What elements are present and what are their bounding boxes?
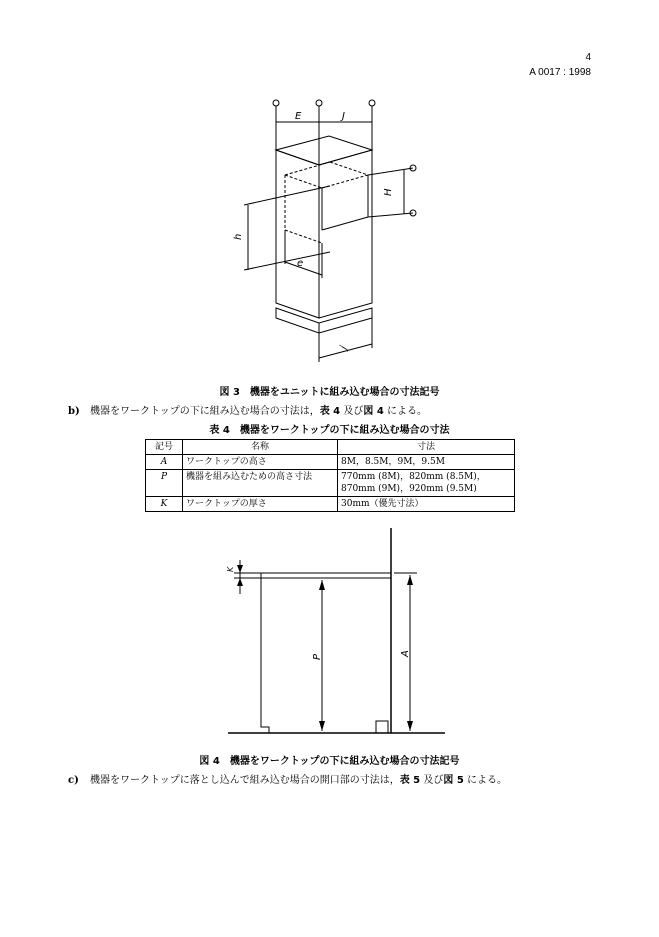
table-5-reference: 表 5 <box>399 775 421 786</box>
cell-dimension: 770mm (8M)，820mm (8.5M)，870mm (9M)，920mm (9.5M) <box>338 470 515 497</box>
cell-name: ワークトップの高さ <box>183 455 338 470</box>
paragraph-c-connector: 及び <box>420 775 444 786</box>
figure-4-reference: 図 4 <box>363 406 384 417</box>
table-4-title: 表 4 機器をワークトップの下に組み込む場合の寸法 <box>209 425 450 436</box>
dim-label-E: E <box>295 111 302 122</box>
dim-label-P: P <box>312 653 323 660</box>
header-dimension: 寸法 <box>338 440 515 455</box>
figure-3-caption: 図 3 機器をユニットに組み込む場合の寸法記号 <box>219 387 440 398</box>
paragraph-b-text: 機器をワークトップの下に組み込む場合の寸法は， <box>90 406 320 417</box>
cell-symbol: P <box>146 470 183 497</box>
dim-label-H: H <box>383 188 394 196</box>
cell-symbol: K <box>146 497 183 512</box>
figure-4-caption: 図 4 機器をワークトップの下に組み込む場合の寸法記号 <box>199 756 460 767</box>
paragraph-c <box>68 771 507 786</box>
header-name: 名称 <box>183 440 338 455</box>
cell-dimension: 8M，8.5M，9M，9.5M <box>338 455 515 470</box>
paragraph-b-ending: による。 <box>383 406 427 417</box>
dim-label-e: e <box>297 258 304 269</box>
header-symbol: 記号 <box>146 440 183 455</box>
table-4-reference: 表 4 <box>319 406 341 417</box>
cell-symbol: A <box>146 455 183 470</box>
dim-label-K: K <box>226 566 235 572</box>
dim-label-h: h <box>233 233 244 240</box>
cell-dimension: 30mm（優先寸法） <box>338 497 515 512</box>
cell-name: ワークトップの厚さ <box>183 497 338 512</box>
dim-label-j: j <box>338 344 350 352</box>
paragraph-c-text: 機器をワークトップに落とし込んで組み込む場合の開口部の寸法は， <box>90 775 400 786</box>
paragraph-b-connector: 及び <box>340 406 364 417</box>
dim-label-A: A <box>400 650 411 657</box>
cell-name: 機器を組み込むための高さ寸法 <box>183 470 338 497</box>
paragraph-c-ending: による。 <box>463 775 507 786</box>
dim-label-J: J <box>342 111 345 122</box>
page-number: 4 <box>585 52 591 63</box>
figure-5-reference: 図 5 <box>443 775 464 786</box>
paragraph-b-label: b) <box>68 406 80 417</box>
document-number: A 0017 : 1998 <box>529 67 591 78</box>
paragraph-c-label: c) <box>68 775 79 786</box>
